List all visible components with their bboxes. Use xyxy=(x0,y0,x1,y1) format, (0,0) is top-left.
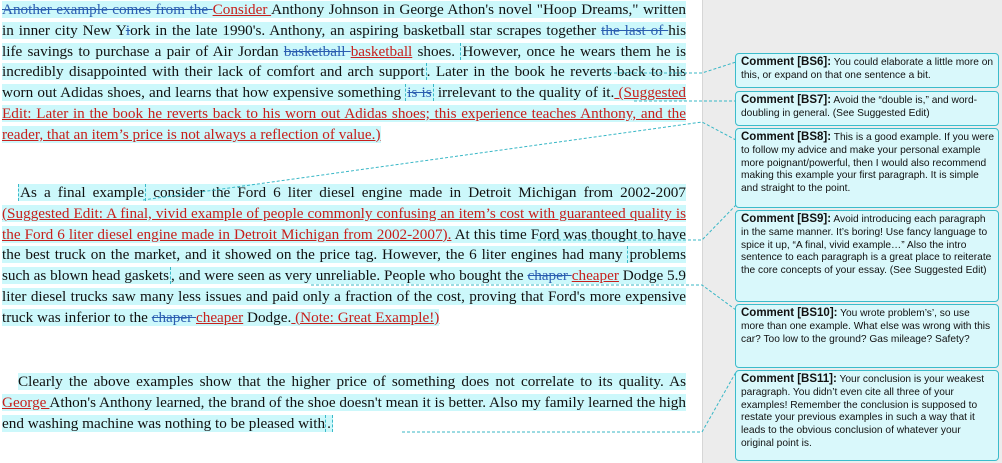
paragraph-1[interactable] xyxy=(2,0,686,146)
body-text: his life savings to purchase a pair of Air Jordan xyxy=(2,21,686,60)
comment-anchor-bs10[interactable]: problems such as blown head gaskets xyxy=(2,246,686,285)
comment-bs10[interactable] xyxy=(735,304,999,368)
body-text: Clearly the above examples show that the higher price of something does not correlate to its quality. As xyxy=(18,373,686,390)
comment-anchor-bs6[interactable]: However, once he wears them he is incredibly disappointed with their lack of comfort and arch support xyxy=(2,42,687,81)
comment-text: You wrote problem’s’, so use more than one example. What else was wrong with this car? Too low to the ground? Gas mileage? Safety? xyxy=(741,308,991,345)
comment-bs8[interactable] xyxy=(735,128,999,208)
inserted-text: cheaper xyxy=(195,308,244,326)
comment-title: Comment [BS8]: xyxy=(741,131,832,143)
body-text: consider the Ford 6 liter diesel engine made in Detroit Michigan from 2002-2007 xyxy=(146,184,686,201)
body-text: Dodge 5.9 liter diesel trucks saw many less issues and paid only a fraction of the cost, proving that Ford's more expensive truck was inferior to the xyxy=(2,267,687,326)
body-text: shoes. xyxy=(412,42,461,60)
note-text: (Note: Great Example!) xyxy=(291,308,440,326)
comment-text: This is a good example. If you were to follow my advice and make your personal example more poignant/powerful, then I would also recommend making this example your first paragraph. It is simple and straight to the point. xyxy=(741,132,994,195)
paragraph-3[interactable] xyxy=(2,372,686,434)
inserted-text: George xyxy=(2,393,50,411)
comment-title: Comment [BS9]: xyxy=(741,213,832,225)
deleted-text: i xyxy=(125,21,131,39)
comment-bs11[interactable] xyxy=(735,370,999,461)
inserted-text: basketball xyxy=(350,42,413,60)
body-text: Anthony Johnson in George Athon's novel "Hoop Dreams," written in inner city New Y xyxy=(2,1,686,39)
comment-text: You could elaborate a little more on this, or expand on that one sentence a bit. xyxy=(741,57,994,81)
body-text: ork in the late 1990's. Anthony, an aspiring basketball star scrapes together xyxy=(130,21,602,39)
body-text: At this time Ford was thought to have the best truck on the market, and it showed on the price tag. However, the 6 liter engines had many xyxy=(2,225,686,264)
suggested-edit: (Suggested Edit: Later in the book he reverts back to his worn out Adidas shoes; this experience teaches Anthony, and the reader, that an item’s price is not always a reflection of value.) xyxy=(2,84,686,143)
comment-title: Comment [BS6]: xyxy=(741,56,832,68)
comment-text: Your conclusion is your weakest paragraph. You didn’t even cite all three of your examples! Remember the conclusion is supposed to restate your previous examples in such a way that it leads to the obvious conclusion of whatever your original point is. xyxy=(741,374,985,449)
body-text: irrelevant to the quality of it. xyxy=(433,84,615,102)
body-text: Dodge. xyxy=(243,308,292,326)
deleted-text: basketball xyxy=(283,42,351,60)
body-text: . Later in the book he reverts back to his worn out Adidas shoes, and learns that how expensive something xyxy=(2,63,687,102)
comment-anchor-bs8[interactable]: As a final example xyxy=(20,184,145,201)
body-text: Athon's Anthony learned, the brand of the shoe doesn't mean it is better. Also my family learned the high end washing machine was nothing to be pleased with xyxy=(2,393,686,432)
comment-bs9[interactable] xyxy=(735,210,999,302)
comment-bs6[interactable] xyxy=(735,53,999,88)
comment-anchor-bs7[interactable]: is is xyxy=(407,84,432,102)
deleted-text: chaper xyxy=(151,308,196,326)
comment-bs7[interactable] xyxy=(735,91,999,126)
suggested-edit: (Suggested Edit: A final, vivid example of people commonly confusing an item’s cost with guaranteed quality is the Ford 6 liter diesel engine made in Detroit Michigan from 2002-2007). xyxy=(2,204,686,243)
inserted-text: Consider xyxy=(212,1,272,18)
deleted-text: the last of xyxy=(601,21,669,39)
comment-title: Comment [BS7]: xyxy=(741,94,832,106)
comment-title: Comment [BS10]: xyxy=(741,307,838,319)
comment-title: Comment [BS11]: xyxy=(741,373,837,385)
inserted-text: cheaper xyxy=(571,267,619,285)
deleted-text: Another example comes from the xyxy=(2,1,213,18)
comment-anchor-bs11[interactable]: . xyxy=(327,414,331,432)
paragraph-2[interactable] xyxy=(2,183,686,329)
body-text: , and were seen as very unreliable. People who bought the xyxy=(171,267,528,285)
deleted-text: chaper xyxy=(527,267,572,285)
comment-text: Avoid the “double is,” and word-doubling in general. (See Suggested Edit) xyxy=(741,95,978,119)
comment-text: Avoid introducing each paragraph in the same manner. It’s boring! Use fancy language to spice it up, “A final, vivid example…” Also the intro sentence to each paragraph is a great place to reiterate the core concepts of your essay. (See Suggested Edit) xyxy=(741,214,992,277)
